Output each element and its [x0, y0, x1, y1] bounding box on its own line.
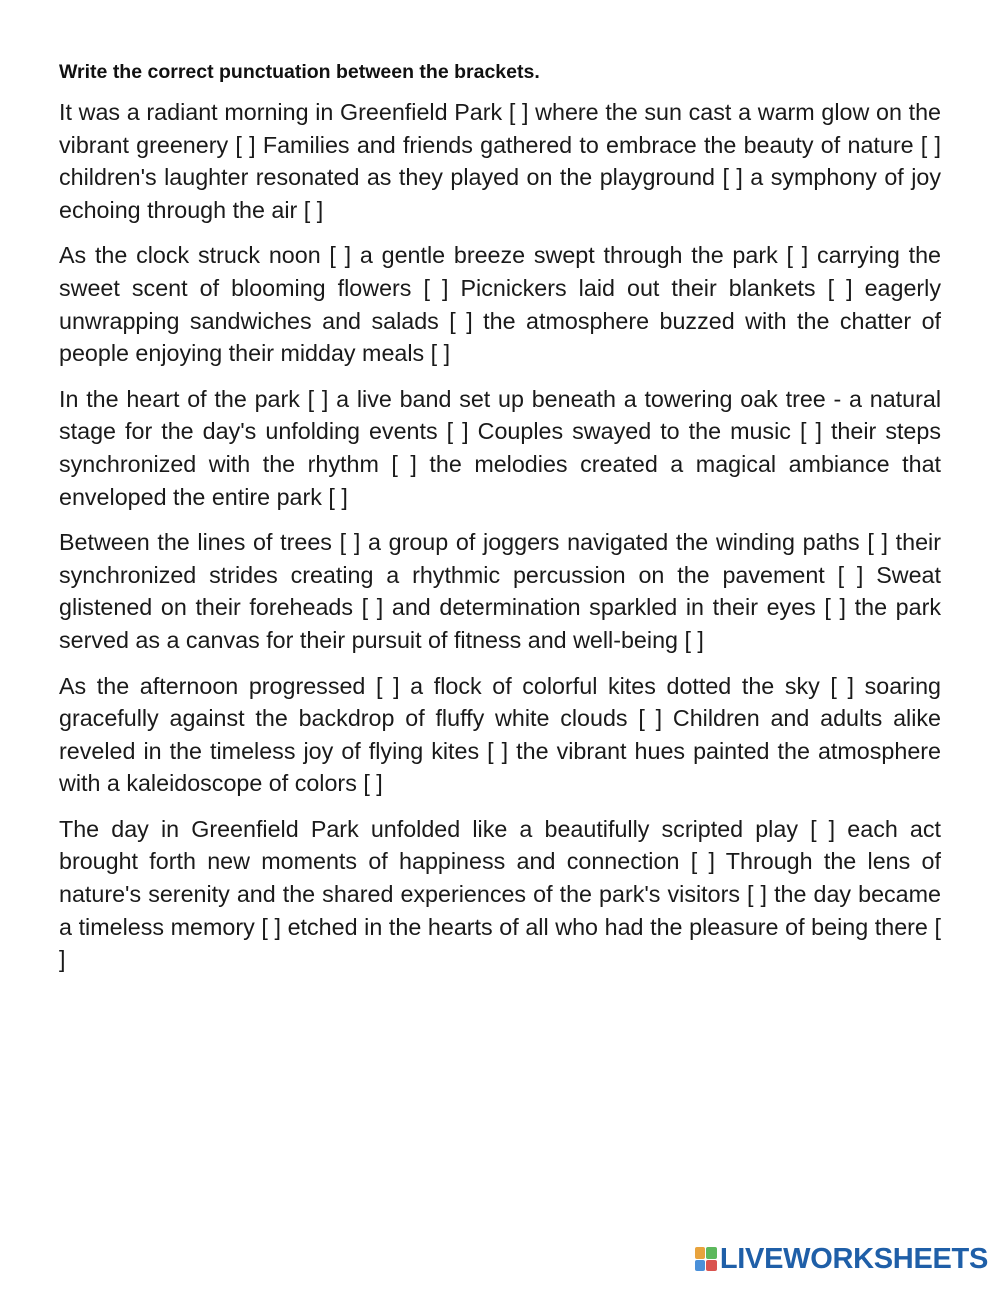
logo-square-3: [695, 1260, 706, 1272]
paragraph-4: Between the lines of trees [ ] a group of joggers navigated the winding paths [ ] their synchronized strides creating a rhythmic percussion on the pavement [ ] Sweat glistened on their foreheads [ ] and determination sparkled in their eyes [ ] the park served as a canvas for their pursuit of fitness and well-being [ ]: [59, 529, 941, 653]
paragraph-2: As the clock struck noon [ ] a gentle breeze swept through the park [ ] carrying the sweet scent of blooming flowers [ ] Picnickers laid out their blankets [ ] eagerly unwrapping sandwiches and salads [ ] the atmosphere buzzed with the chatter of people enjoying their midday meals [ ]: [59, 242, 941, 367]
liveworksheets-logo-icon: [695, 1247, 717, 1271]
logo-square-2: [706, 1247, 717, 1259]
paragraph-5: As the afternoon progressed [ ] a flock of colorful kites dotted the sky [ ] soaring gracefully against the backdrop of fluffy white clouds [ ] Children and adults alike reveled in the timeless joy of flying kites [ ] the vibrant hues painted the atmosphere with a kaleidoscope of colors [ ]: [59, 672, 941, 797]
paragraph-1: It was a radiant morning in Greenfield Park [ ] where the sun cast a warm glow on the vibrant greenery [ ] Families and friends gathered to embrace the beauty of nature [ ] children's laughter resonated as they played on the playground [ ] a symphony of joy echoing through the air [ ]: [59, 99, 941, 223]
logo-square-4: [706, 1260, 717, 1272]
logo-square-1: [695, 1247, 706, 1259]
paragraph-3: In the heart of the park [ ] a live band set up beneath a towering oak tree - a natural stage for the day's unfolding events [ ] Couples swayed to the music [ ] their steps synchronized with the rhythm [ ] the melodies created a magical ambiance that enveloped the entire park [ ]: [59, 385, 941, 510]
liveworksheets-brand: [695, 1244, 988, 1274]
worksheet-instruction: Write the correct punctuation between the brackets.: [59, 61, 540, 83]
brand-name: LIVEWORKSHEETS: [719, 1243, 988, 1275]
worksheet: [59, 58, 941, 989]
paragraph-6: The day in Greenfield Park unfolded like a beautifully scripted play [ ] each act brought forth new moments of happiness and connection [ ] Through the lens of nature's serenity and the shared experiences of the park's visitors [ ] the day became a timeless memory [ ] etched in the hearts of all who had the pleasure of being there [ ]: [59, 815, 941, 973]
